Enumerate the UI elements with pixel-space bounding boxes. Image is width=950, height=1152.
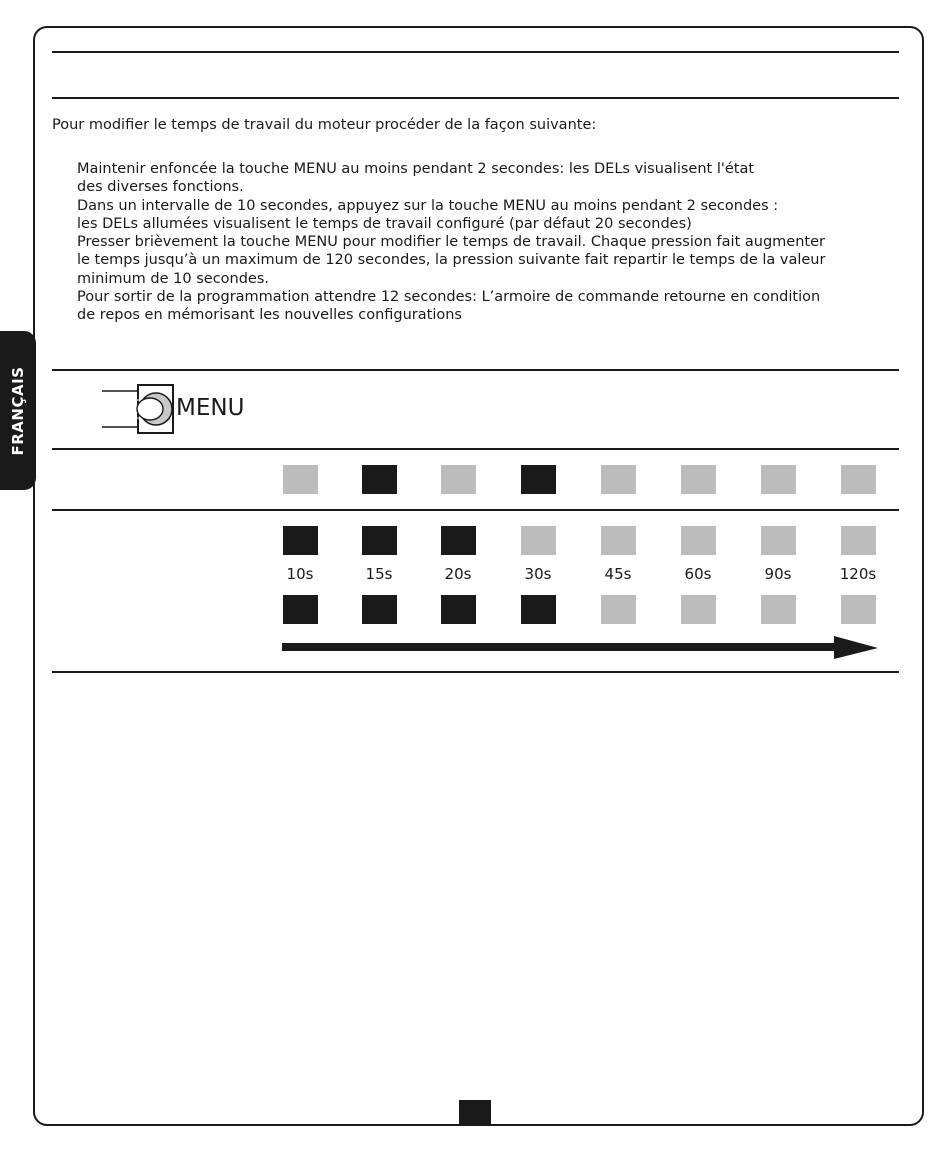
- step-line: des diverses fonctions.: [77, 179, 244, 196]
- diagram-bottom-rule: [52, 671, 899, 673]
- step-line: Presser brièvement la touche MENU pour modifier le temps de travail. Chaque pression fait augmenter: [77, 234, 825, 251]
- time-label: 10s: [286, 565, 314, 583]
- step-line: de repos en mémorisant les nouvelles configurations: [77, 307, 462, 324]
- next-led: [841, 595, 876, 624]
- time-label: 60s: [684, 565, 712, 583]
- function-led: [362, 465, 397, 494]
- language-tab-label: FRANÇAIS: [9, 366, 27, 455]
- function-led: [283, 465, 318, 494]
- time-label: 30s: [524, 565, 552, 583]
- next-led: [362, 595, 397, 624]
- time-label: 15s: [365, 565, 393, 583]
- function-led: [761, 465, 796, 494]
- top-rule: [52, 51, 899, 53]
- finger-press-icon: [100, 382, 176, 436]
- function-led: [441, 465, 476, 494]
- step-line: minimum de 10 secondes.: [77, 270, 270, 287]
- default-led: [681, 526, 716, 555]
- instruction-steps: [77, 160, 892, 325]
- next-led: [761, 595, 796, 624]
- time-label: 45s: [604, 565, 632, 583]
- next-led: [441, 595, 476, 624]
- next-led: [681, 595, 716, 624]
- language-tab: [0, 331, 36, 490]
- menu-button-label: MENU: [176, 395, 245, 421]
- time-label: 90s: [764, 565, 792, 583]
- default-led: [841, 526, 876, 555]
- default-led: [362, 526, 397, 555]
- diagram-rule: [52, 448, 899, 450]
- step-line: Dans un intervalle de 10 secondes, appuyez sur la touche MENU au moins pendant 2 secondes :: [77, 197, 779, 214]
- default-led: [283, 526, 318, 555]
- time-label: 120s: [839, 565, 877, 583]
- section-rule: [52, 369, 899, 371]
- function-led: [601, 465, 636, 494]
- default-led: [441, 526, 476, 555]
- header-rule: [52, 97, 899, 99]
- step-line: les DELs allumées visualisent le temps de travail configuré (par défaut 20 secondes): [77, 215, 692, 232]
- function-led: [521, 465, 556, 494]
- time-label: 20s: [444, 565, 472, 583]
- step-line: Pour sortir de la programmation attendre 12 secondes: L’armoire de commande retourne en condition: [77, 289, 821, 306]
- default-led: [601, 526, 636, 555]
- next-led: [521, 595, 556, 624]
- page-number-block: [459, 1100, 491, 1126]
- arrow-right-icon: [282, 636, 878, 660]
- default-led: [761, 526, 796, 555]
- menu-press-illustration: [100, 382, 280, 436]
- function-led: [841, 465, 876, 494]
- step-line: Maintenir enfoncée la touche MENU au moins pendant 2 secondes: les DELs visualisent l'état: [77, 161, 755, 177]
- diagram-rule: [52, 509, 899, 511]
- function-led: [681, 465, 716, 494]
- next-led: [283, 595, 318, 624]
- default-led: [521, 526, 556, 555]
- intro-text: Pour modifier le temps de travail du moteur procéder de la façon suivante:: [52, 117, 597, 133]
- step-line: le temps jusqu’à un maximum de 120 secondes, la pression suivante fait repartir le temps de la valeur: [77, 252, 826, 269]
- next-led: [601, 595, 636, 624]
